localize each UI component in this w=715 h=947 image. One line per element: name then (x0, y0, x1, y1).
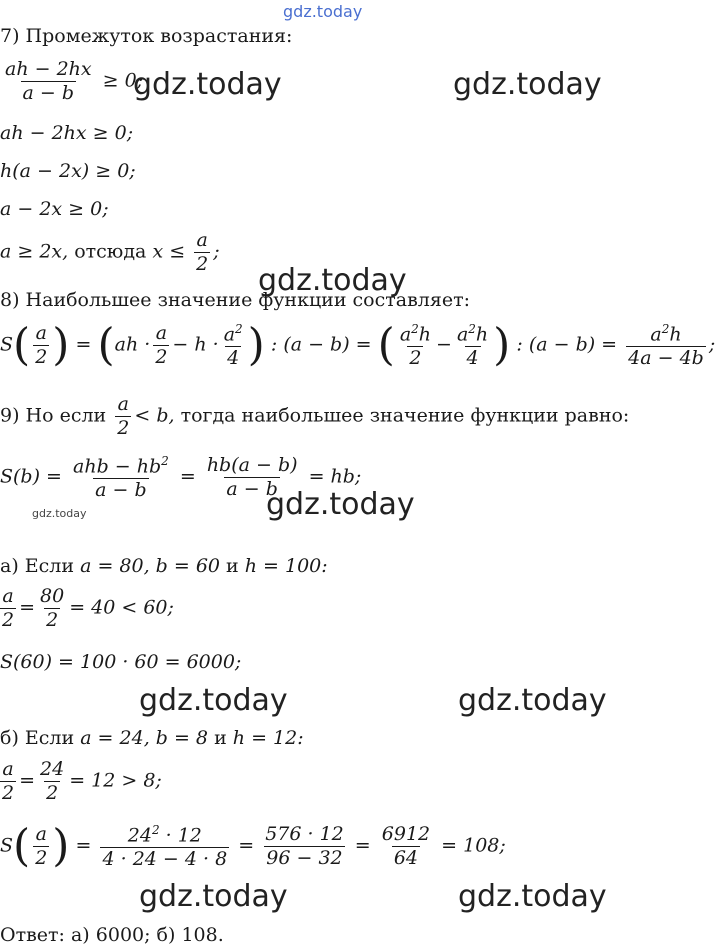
S: S (0, 333, 14, 356)
fraction (153, 324, 169, 367)
part-a-title (0, 557, 328, 576)
numerator: 576 · 12 (265, 823, 344, 846)
numerator: a (117, 393, 129, 415)
denominator: 2 (46, 609, 59, 631)
fraction (3, 60, 94, 103)
numerator: a (2, 758, 14, 780)
denominator: 2 (117, 417, 130, 439)
section-7-line-4: a − 2x ≥ 0; (0, 198, 109, 220)
title-part: тогда наибольшее значение функции равно: (180, 404, 630, 427)
base: a (650, 323, 662, 346)
fraction (626, 323, 706, 368)
fraction (398, 323, 433, 368)
result: = 12 > 8; (69, 769, 162, 792)
fraction (33, 825, 49, 868)
equals: = (19, 769, 36, 792)
fraction (263, 825, 346, 868)
numerator (398, 323, 433, 346)
watermark: gdz.today (266, 487, 415, 522)
paren-close: ) (247, 319, 265, 371)
numerator: a (155, 322, 168, 345)
watermark: gdz.today (458, 683, 607, 718)
base: a (223, 323, 236, 346)
equals: = (179, 465, 196, 488)
denominator: 96 − 32 (266, 847, 343, 870)
expr: ahb − hb (73, 455, 162, 478)
term: ah · (114, 333, 151, 356)
title-part: а) Если (0, 555, 75, 577)
base: a (399, 323, 412, 346)
paren-close: ) (493, 319, 511, 371)
denominator: a − b (22, 82, 75, 104)
denominator: 4a − 4b (628, 347, 704, 370)
numerator (126, 824, 204, 847)
fraction (115, 395, 131, 438)
watermark: gdz.today (458, 879, 607, 914)
result: = 108; (441, 834, 506, 857)
denominator: 2 (35, 346, 48, 369)
numerator: 24 (40, 758, 65, 780)
part-a-line-2: S(60) = 100 · 60 = 6000; (0, 651, 242, 673)
section-8-formula (0, 319, 715, 371)
numerator (222, 323, 245, 346)
fraction (0, 587, 16, 630)
paren-open: ( (377, 319, 395, 371)
denominator: 2 (35, 847, 48, 870)
base: a (456, 323, 469, 346)
equals: = (75, 834, 92, 857)
exponent: 2 (411, 322, 419, 336)
fraction (380, 825, 432, 868)
operator: : (a − b) = (270, 333, 372, 356)
watermark: gdz.today (258, 263, 407, 298)
exponent: 2 (235, 322, 243, 336)
fraction (0, 760, 16, 803)
word-hence: отсюда (74, 240, 147, 263)
watermark: gdz.today (133, 67, 282, 102)
paren-close: ) (52, 319, 70, 371)
fraction (455, 323, 490, 368)
denominator: 2 (155, 346, 168, 369)
denominator: a − b (226, 478, 278, 501)
numerator: 80 (40, 585, 65, 607)
denominator: 2 (2, 782, 15, 804)
conjunction: и (214, 727, 227, 749)
denominator: 4 · 24 − 4 · 8 (102, 848, 228, 871)
title-part: б) Если (0, 727, 75, 749)
section-8-title: 8) Наибольшее значение функции составляет: (0, 289, 470, 311)
values: h = 12: (232, 727, 304, 749)
numerator (455, 323, 490, 346)
term: − h · (172, 333, 219, 356)
fraction (71, 455, 171, 500)
semicolon: ; (213, 240, 220, 263)
exponent: 2 (151, 823, 160, 837)
base: 24 (127, 824, 152, 847)
result: = hb; (308, 465, 362, 488)
paren-close: ) (52, 820, 70, 872)
result: = 40 < 60; (69, 596, 174, 619)
denominator: 2 (196, 253, 209, 275)
exponent: 2 (661, 322, 670, 336)
factor: h (475, 323, 489, 346)
part-a-line-1 (0, 587, 174, 630)
values: h = 100: (244, 555, 328, 577)
exponent: 2 (468, 322, 476, 336)
numerator: a (196, 229, 208, 251)
section-9-title (0, 395, 629, 438)
denominator: 2 (46, 782, 59, 804)
equals: = (75, 333, 92, 356)
watermark: gdz.today (453, 67, 602, 102)
inequality-lhs: a ≥ 2x, (0, 240, 69, 263)
numerator: 6912 (381, 823, 431, 846)
watermark: gdz.today (139, 683, 288, 718)
semicolon: ; (708, 333, 715, 356)
values: a = 80, b = 60 (80, 555, 220, 577)
section-7-title: 7) Промежуток возрастания: (0, 25, 293, 47)
paren-open: ( (13, 820, 31, 872)
watermark: gdz.today (139, 879, 288, 914)
paren-open: ( (13, 319, 31, 371)
inequality-x: x ≤ (152, 240, 186, 263)
part-b-line-2 (0, 820, 506, 872)
denominator: 2 (409, 347, 422, 370)
minus: − (436, 333, 452, 356)
fraction (222, 323, 245, 368)
equals: = (19, 596, 36, 619)
numerator: a (35, 322, 47, 345)
section-7-line-1 (0, 60, 143, 103)
paren-open: ( (97, 319, 115, 371)
part-b-line-1 (0, 760, 162, 803)
equals: = (238, 834, 255, 857)
section-7-line-3: h(a − 2x) ≥ 0; (0, 160, 136, 182)
factor: h (669, 323, 682, 346)
title-part: 9) Но если (0, 404, 107, 427)
numerator: a (2, 585, 14, 607)
section-7-line-5 (0, 231, 220, 274)
numerator: a (35, 823, 47, 846)
numerator: hb(a − b) (206, 454, 298, 477)
fraction (100, 824, 229, 869)
exponent: 2 (161, 454, 169, 468)
denominator: a − b (95, 479, 147, 502)
numerator (648, 323, 683, 346)
denominator: 64 (393, 847, 419, 870)
operator: : (a − b) = (516, 333, 618, 356)
factor: h (418, 323, 432, 346)
fraction (38, 587, 66, 630)
relation: ≥ 0; (102, 69, 144, 92)
factor: · 12 (165, 824, 202, 847)
denominator: 4 (466, 347, 479, 370)
equals: = (354, 834, 371, 857)
fraction (33, 324, 49, 367)
section-9-formula (0, 455, 361, 500)
part-b-title (0, 729, 304, 748)
values: a = 24, b = 8 (80, 727, 209, 749)
answer: Ответ: а) 6000; б) 108. (0, 924, 224, 946)
watermark-top: gdz.today (283, 2, 363, 21)
numerator: ah − 2hx (5, 58, 92, 80)
lhs: S(b) = (0, 465, 62, 488)
conjunction: и (226, 555, 239, 577)
fraction (38, 760, 66, 803)
numerator (71, 455, 171, 478)
denominator: 2 (2, 609, 15, 631)
S: S (0, 834, 14, 857)
section-7-line-2: ah − 2hx ≥ 0; (0, 122, 134, 144)
inequality: < b, (134, 404, 175, 427)
denominator: 4 (227, 347, 240, 370)
fraction (194, 231, 210, 274)
watermark-small: gdz.today (32, 507, 87, 520)
fraction (205, 456, 300, 499)
